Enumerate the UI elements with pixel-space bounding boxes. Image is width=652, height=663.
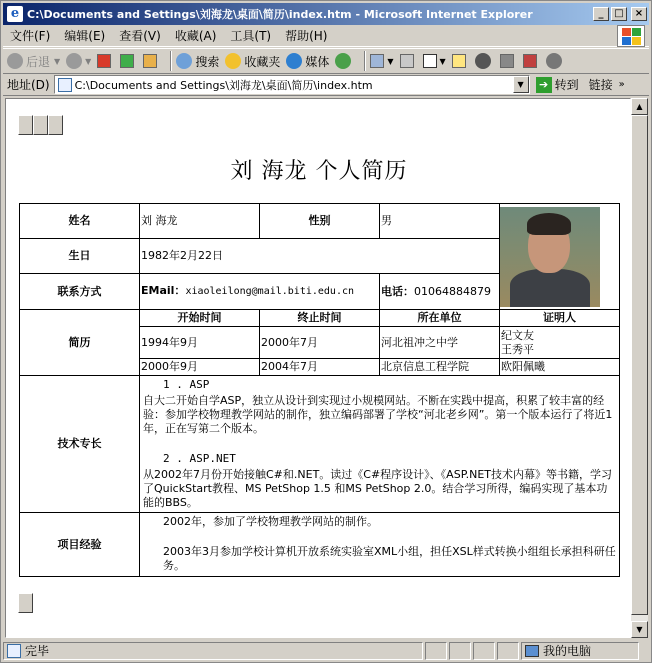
name-label: 姓名 xyxy=(20,204,140,239)
mail-icon xyxy=(370,54,384,68)
scrollbar-thumb[interactable] xyxy=(631,115,648,615)
menu-view[interactable]: 查看(V) xyxy=(119,29,161,43)
windows-logo-icon xyxy=(617,25,645,47)
page-icon xyxy=(58,78,72,92)
print-icon xyxy=(400,54,414,68)
skill-heading: 1 . ASP xyxy=(163,378,210,391)
title-bar[interactable] xyxy=(3,3,649,25)
standard-toolbar xyxy=(3,48,649,74)
projects-label: 项目经验 xyxy=(20,513,140,577)
skills-cell xyxy=(140,376,620,513)
skill-description: 自大二开始自学ASP，独立从设计到实现过小规模网站。不断在实践中提高，积累了较丰富的经验：参加学校物理教学网站的制作，独立编码部署了学校“河北老乡网”。第一个版本运行了将近1年，正在写第二个版本。 xyxy=(143,394,613,435)
toolbar-separator xyxy=(364,51,366,71)
mail-button[interactable]: ▼ xyxy=(370,54,393,68)
history-label: 简历 xyxy=(20,310,140,376)
status-panel xyxy=(473,642,495,660)
gender-label: 性别 xyxy=(260,204,380,239)
zone-cell: 我的电脑 xyxy=(521,642,639,660)
page-done-icon xyxy=(7,644,21,658)
status-bar xyxy=(3,640,649,661)
phone-label: 电话： xyxy=(381,284,414,298)
back-button[interactable]: 后退 ▼ xyxy=(7,53,60,70)
menu-favorites[interactable]: 收藏(A) xyxy=(174,29,217,43)
search-icon xyxy=(176,53,192,69)
star-icon xyxy=(225,53,241,69)
history-header-start: 开始时间 xyxy=(140,310,260,327)
research-icon xyxy=(523,54,537,68)
history-row-start: 2000年9月 xyxy=(140,359,260,376)
edit-button[interactable]: ▼ xyxy=(423,54,446,68)
menu-bar xyxy=(3,25,649,47)
history-row-unit: 北京信息工程学院 xyxy=(380,359,500,376)
address-bar xyxy=(3,74,649,96)
go-button[interactable]: ➔ 转到 xyxy=(536,76,579,93)
close-button[interactable]: × xyxy=(631,7,647,21)
note-icon xyxy=(452,54,466,68)
phone-cell xyxy=(380,274,500,310)
contact-label: 联系方式 xyxy=(20,274,140,310)
word-icon xyxy=(423,54,437,68)
links-button[interactable]: 链接 xyxy=(588,78,613,92)
forward-button[interactable]: ▼ xyxy=(66,53,91,69)
status-panel xyxy=(449,642,471,660)
stop-icon xyxy=(97,54,111,68)
home-icon xyxy=(143,54,157,68)
email-value: xiaoleilong@mail.biti.edu.cn xyxy=(185,286,355,297)
history-icon xyxy=(335,53,351,69)
discuss-button[interactable] xyxy=(452,54,469,68)
history-row-end: 2000年7月 xyxy=(260,327,380,359)
history-row-ref: 欧阳佩曦 xyxy=(500,359,620,376)
project-item: 2002年，参加了学校物理教学网站的制作。 xyxy=(163,515,378,528)
maximize-button[interactable]: □ xyxy=(611,7,627,21)
go-arrow-icon: ➔ xyxy=(536,77,552,93)
page-button[interactable] xyxy=(18,593,33,613)
page-button[interactable] xyxy=(18,115,33,135)
scroll-up-icon[interactable]: ▲ xyxy=(631,98,648,115)
back-arrow-icon xyxy=(7,53,23,69)
history-row-unit: 河北祖冲之中学 xyxy=(380,327,500,359)
phone-value: 01064884879 xyxy=(414,284,491,298)
menu-tools[interactable]: 工具(T) xyxy=(230,29,272,43)
home-button[interactable] xyxy=(143,54,160,68)
address-input[interactable]: C:\Documents and Settings\刘海龙\桌面\简历\index.htm ▼ xyxy=(54,75,530,94)
paw-button[interactable] xyxy=(546,53,565,69)
internet-explorer-icon: e xyxy=(7,6,23,22)
history-row-end: 2004年7月 xyxy=(260,359,380,376)
favorites-button[interactable]: 收藏夹 xyxy=(225,53,280,70)
menu-edit[interactable]: 编辑(E) xyxy=(64,29,106,43)
address-label: 地址(D) xyxy=(7,78,50,92)
stop-button[interactable] xyxy=(97,54,114,68)
portrait-photo xyxy=(500,207,600,307)
forward-arrow-icon xyxy=(66,53,82,69)
block-button[interactable] xyxy=(475,53,494,69)
search-button[interactable]: 搜索 xyxy=(176,53,219,70)
project-item: 2003年3月参加学校计算机开放系统实验室XML小组，担任XSL样式转换小组组长承担科研任务。 xyxy=(163,545,616,572)
page-button[interactable] xyxy=(33,115,48,135)
history-row-ref: 纪文友 王秀平 xyxy=(500,327,620,359)
media-button[interactable]: 媒体 xyxy=(286,53,329,70)
refresh-icon xyxy=(120,54,134,68)
skill-description: 从2002年7月份开始接触C#和.NET。读过《C#程序设计》、《ASP.NET技术内幕》等书籍，学习了QuickStart教程、MS PetShop 1.5 和MS PetShop 2.0。结合学习所得，编码实现了基本功能的BBS。 xyxy=(143,468,613,509)
history-row-start: 1994年9月 xyxy=(140,327,260,359)
messenger-button[interactable] xyxy=(500,54,517,68)
status-text-cell: 完毕 xyxy=(3,642,423,660)
minimize-button[interactable]: _ xyxy=(593,7,609,21)
gender-value: 男 xyxy=(380,204,500,239)
email-label: EMail： xyxy=(141,284,186,297)
print-button[interactable] xyxy=(400,54,417,68)
top-button-group xyxy=(18,115,63,135)
refresh-button[interactable] xyxy=(120,54,137,68)
birth-value: 1982年2月22日 xyxy=(140,239,500,274)
name-value: 刘 海龙 xyxy=(140,204,260,239)
history-header-end: 终止时间 xyxy=(260,310,380,327)
messenger-icon xyxy=(500,54,514,68)
email-cell xyxy=(140,274,380,310)
history-header-unit: 所在单位 xyxy=(380,310,500,327)
photo-cell xyxy=(500,204,620,310)
resume-title: 刘 海龙 个人简历 xyxy=(230,159,408,184)
skill-heading: 2 . ASP.NET xyxy=(163,452,236,465)
menu-help[interactable]: 帮助(H) xyxy=(285,29,328,43)
status-panel xyxy=(497,642,519,660)
block-icon xyxy=(475,53,491,69)
projects-cell xyxy=(140,513,620,577)
address-dropdown-icon[interactable]: ▼ xyxy=(513,76,529,93)
scroll-down-icon[interactable]: ▼ xyxy=(631,621,648,638)
window-title: C:\Documents and Settings\刘海龙\桌面\简历\index.htm - Microsoft Internet Explorer xyxy=(27,8,533,21)
menu-file[interactable]: 文件(F) xyxy=(10,29,51,43)
page-content xyxy=(5,98,631,638)
birth-label: 生日 xyxy=(20,239,140,274)
research-button[interactable] xyxy=(523,54,540,68)
skills-label: 技术专长 xyxy=(20,376,140,513)
paw-icon xyxy=(546,53,562,69)
history-button[interactable] xyxy=(335,53,354,69)
history-header-ref: 证明人 xyxy=(500,310,620,327)
computer-icon xyxy=(525,645,539,657)
resume-table xyxy=(19,203,620,577)
page-button[interactable] xyxy=(48,115,63,135)
status-panel xyxy=(425,642,447,660)
media-globe-icon xyxy=(286,53,302,69)
chevron-right-icon[interactable]: » xyxy=(618,79,625,90)
toolbar-separator xyxy=(170,51,172,71)
vertical-scrollbar[interactable] xyxy=(631,98,648,638)
